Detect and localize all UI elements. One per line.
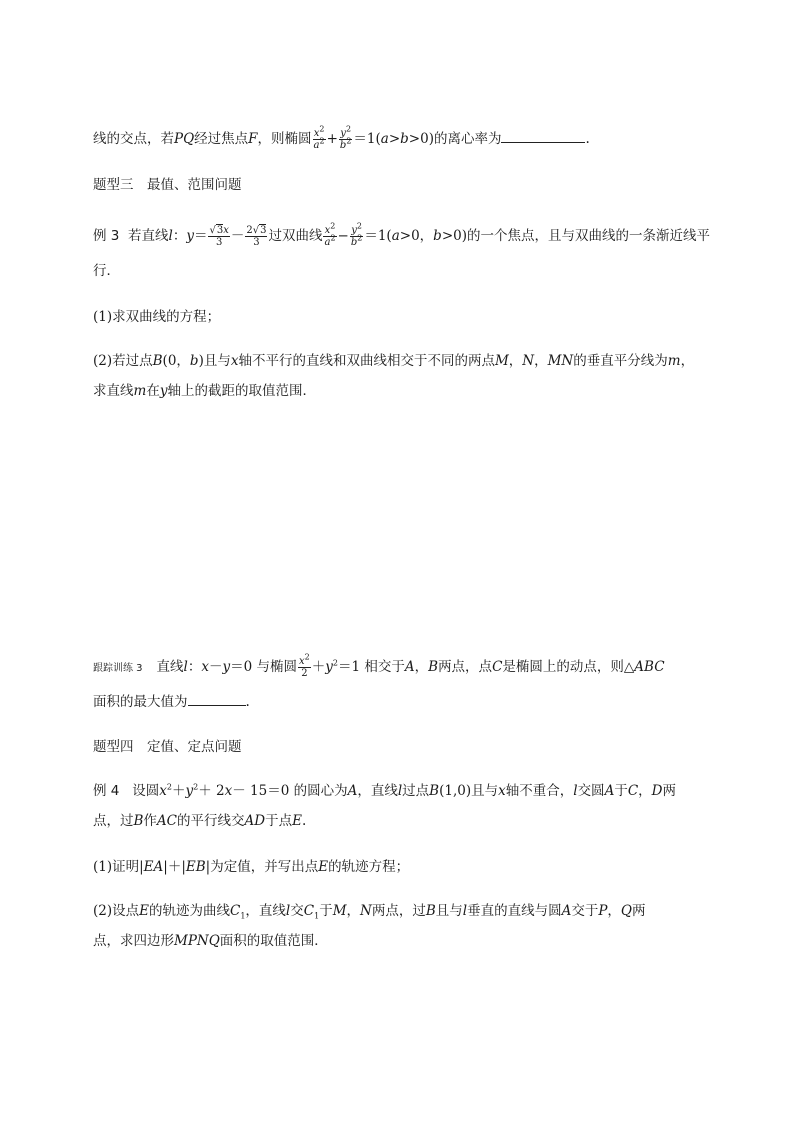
example-4-line-1: 例 4 设圆$x^2+y^2+ 2x- 15=0$ 的圆心为A，直线l过点B(1,0)且与x轴不重合，l交圆A于C，D两 <box>93 782 676 799</box>
example-4-question-2: (2)设点E的轨迹为曲线$C_1$，直线l交$C_1$于M，N两点，过B且与l垂直的直线与圆A交于P，Q两 <box>93 903 646 921</box>
practice-3-line-2: 面积的最大值为 . <box>93 691 250 712</box>
intro-line: 线的交点，若PQ经过焦点F，则椭圆 $\frac{x^2}{a^2}$ + $\frac{y^2}{b^2}$ ＝1(a>b>0)的离心率为 . <box>93 124 590 151</box>
fraction-x2-2: $\frac{x^2}{2}$ <box>299 652 310 679</box>
fraction-sqrt3x-3: $\frac{√3x}{3}$ <box>209 225 229 248</box>
example-4-label: 例 4 <box>93 783 120 799</box>
practice-3-label: 跟踪训练 3 <box>93 663 143 674</box>
example-3-label: 例 3 <box>93 228 120 244</box>
answer-blank-practice-3 <box>188 691 246 706</box>
example-3-question-2-cont: 求直线m在y轴上的截距的取值范围． <box>93 383 316 399</box>
section-heading-3: 题型三 最值、范围问题 <box>93 177 242 193</box>
example-4-question-1: (1)证明|EA|＋|EB|为定值，并写出点E的轨迹方程； <box>93 859 410 875</box>
example-4-question-2-cont: 点，求四边形MPNQ面积的取值范围． <box>93 933 328 949</box>
practice-3-line-1: 跟踪训练 3 直线l：x－y＝0 与椭圆 $\frac{x^2}{2}$ $+y^2=1$ 相交于A，B两点，点C是椭圆上的动点，则△ABC <box>93 652 665 679</box>
fraction-x2-a2: $\frac{x^2}{a^2}$ <box>313 124 325 151</box>
fraction-y2-b2: $\frac{y^2}{b^2}$ <box>339 124 352 151</box>
fraction-x2-a2-hyperbola: $\frac{x^2}{a^2}$ <box>324 221 336 248</box>
section-heading-4: 题型四 定值、定点问题 <box>93 739 242 755</box>
example-3-question-2: (2)若过点B(0，b)且与x轴不平行的直线和双曲线相交于不同的两点M，N，MN的垂直平分线为m， <box>93 353 695 369</box>
fraction-2sqrt3-3: $\frac{2√3}{3}$ <box>246 225 267 248</box>
fraction-y2-b2-hyperbola: $\frac{y^2}{b^2}$ <box>350 221 363 248</box>
example-3-line-1: 例 3 若直线l：y＝ $\frac{√3x}{3}$ － $\frac{2√3}{3}$ 过双曲线 $\frac{x^2}{a^2}$ − $\frac{y^2}{b^2}$ ＝1(a>0，b>0)的一个焦点，且与双曲线的一条渐近线平 <box>93 221 710 248</box>
example-3-line-2: 行． <box>93 263 120 279</box>
example-3-question-1: (1)求双曲线的方程； <box>93 309 221 325</box>
example-4-line-2: 点，过B作AC的平行线交AD于点E. <box>93 813 307 829</box>
answer-blank <box>501 128 585 143</box>
